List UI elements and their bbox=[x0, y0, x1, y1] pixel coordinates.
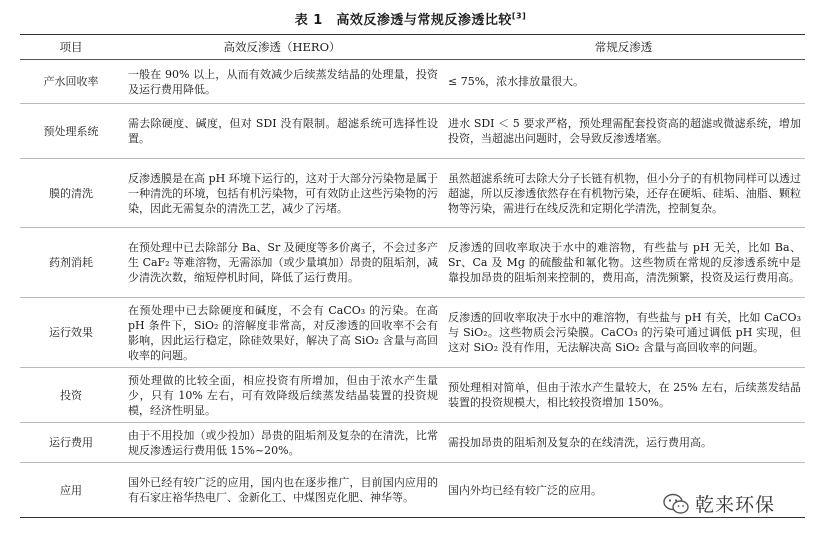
row-hero: 预处理做的比较全面，相应投资有所增加，但由于浓水产生量少，只有 10% 左右，可有效降级后续蒸发结晶装置的投资规模，经济性明显。 bbox=[122, 368, 442, 423]
watermark-text: 乾来环保 bbox=[695, 494, 776, 516]
row-conventional: ≤ 75%，浓水排放量很大。 bbox=[442, 60, 805, 104]
header-conventional: 常规反渗透 bbox=[442, 35, 805, 60]
table-row bbox=[20, 159, 805, 228]
row-conventional: 预处理相对简单，但由于浓水产生量较大，在 25% 左右，后续蒸发结晶装置的投资规模大，相比较投资增加 150%。 bbox=[442, 368, 805, 423]
row-item: 运行费用 bbox=[20, 423, 122, 463]
row-item: 运行效果 bbox=[20, 298, 122, 368]
table-row bbox=[20, 368, 805, 423]
table-title-text: 表 1 高效反渗透与常规反渗透比较 bbox=[294, 13, 512, 28]
table-title bbox=[0, 9, 821, 28]
watermark bbox=[663, 490, 775, 517]
row-item: 投资 bbox=[20, 368, 122, 423]
row-hero: 反渗透膜是在高 pH 环境下运行的，这对于大部分污染物是属于一种清洗的环境，包括有机污染物，可有效防止这些污染物的污染，因此无需复杂的清洗工艺，减少了污堵。 bbox=[122, 159, 442, 228]
row-item: 应用 bbox=[20, 463, 122, 518]
table-row bbox=[20, 228, 805, 298]
row-item: 膜的清洗 bbox=[20, 159, 122, 228]
table-row bbox=[20, 423, 805, 463]
row-conventional: 反渗透的回收率取决于水中的难溶物，有些盐与 pH 无关，比如 Ba、Sr、Ca 及 Mg 的硫酸盐和氟化物。这些物质在常规的反渗透系统中是靠投加昂贵的阻垢剂来控制的，费用高，清洗频繁，投资及运行费用高。 bbox=[442, 228, 805, 298]
row-item: 预处理系统 bbox=[20, 104, 122, 159]
row-hero: 国外已经有较广泛的应用，国内也在逐步推广，目前国内应用的有石家庄裕华热电厂、金新化工、中煤图克化肥、神华等。 bbox=[122, 463, 442, 518]
wechat-icon bbox=[663, 493, 689, 515]
row-conventional: 反渗透的回收率取决于水中的难溶物，有些盐与 pH 有关，比如 CaCO₃ 与 SiO₂。这些物质会污染膜。CaCO₃ 的污染可通过调低 pH 实现，但这对 SiO₂ 没有作用，无法解决高 SiO₂ 含量与高回收率的问题。 bbox=[442, 298, 805, 368]
table-row bbox=[20, 104, 805, 159]
row-item: 药剂消耗 bbox=[20, 228, 122, 298]
table-header-row bbox=[20, 35, 805, 60]
row-hero: 在预处理中已去除硬度和碱度，不会有 CaCO₃ 的污染。在高 pH 条件下，SiO₂ 的溶解度非常高，对反渗透的回收率不会有影响，因此运行稳定，除硅效果好，解决了高 SiO₂ 含量与高回收率的问题。 bbox=[122, 298, 442, 368]
header-item: 项目 bbox=[20, 35, 122, 60]
comparison-table bbox=[20, 34, 805, 518]
table-row bbox=[20, 298, 805, 368]
row-conventional: 需投加昂贵的阻垢剂及复杂的在线清洗，运行费用高。 bbox=[442, 423, 805, 463]
row-hero: 一般在 90% 以上，从而有效减少后续蒸发结晶的处理量，投资及运行费用降低。 bbox=[122, 60, 442, 104]
row-conventional: 进水 SDI ＜ 5 要求严格，预处理需配套投资高的超滤或微滤系统，增加投资，当超滤出问题时，会导致反渗透堵塞。 bbox=[442, 104, 805, 159]
row-conventional: 虽然超滤系统可去除大分子长链有机物，但小分子的有机物同样可以透过超滤，所以反渗透依然存在有机物污染，还存在硬垢、硅垢、油脂、颗粒物等污染，需进行在线反洗和定期化学清洗，控制复杂。 bbox=[442, 159, 805, 228]
reference-marker: [3] bbox=[511, 11, 527, 21]
row-item: 产水回收率 bbox=[20, 60, 122, 104]
header-hero: 高效反渗透（HERO） bbox=[122, 35, 442, 60]
row-hero: 需去除硬度、碱度，但对 SDI 没有限制。超滤系统可选择性设置。 bbox=[122, 104, 442, 159]
row-hero: 由于不用投加（或少投加）昂贵的阻垢剂及复杂的在清洗，比常规反渗透运行费用低 15%~20%。 bbox=[122, 423, 442, 463]
row-hero: 在预处理中已去除部分 Ba、Sr 及硬度等多价离子，不会过多产生 CaF₂ 等难溶物，无需添加（或少量填加）昂贵的阻垢剂，减少清洗次数，缩短停机时间，降低了运行费用。 bbox=[122, 228, 442, 298]
table-row bbox=[20, 60, 805, 104]
row-conventional: 国内外均已经有较广泛的应用。 bbox=[442, 463, 805, 518]
